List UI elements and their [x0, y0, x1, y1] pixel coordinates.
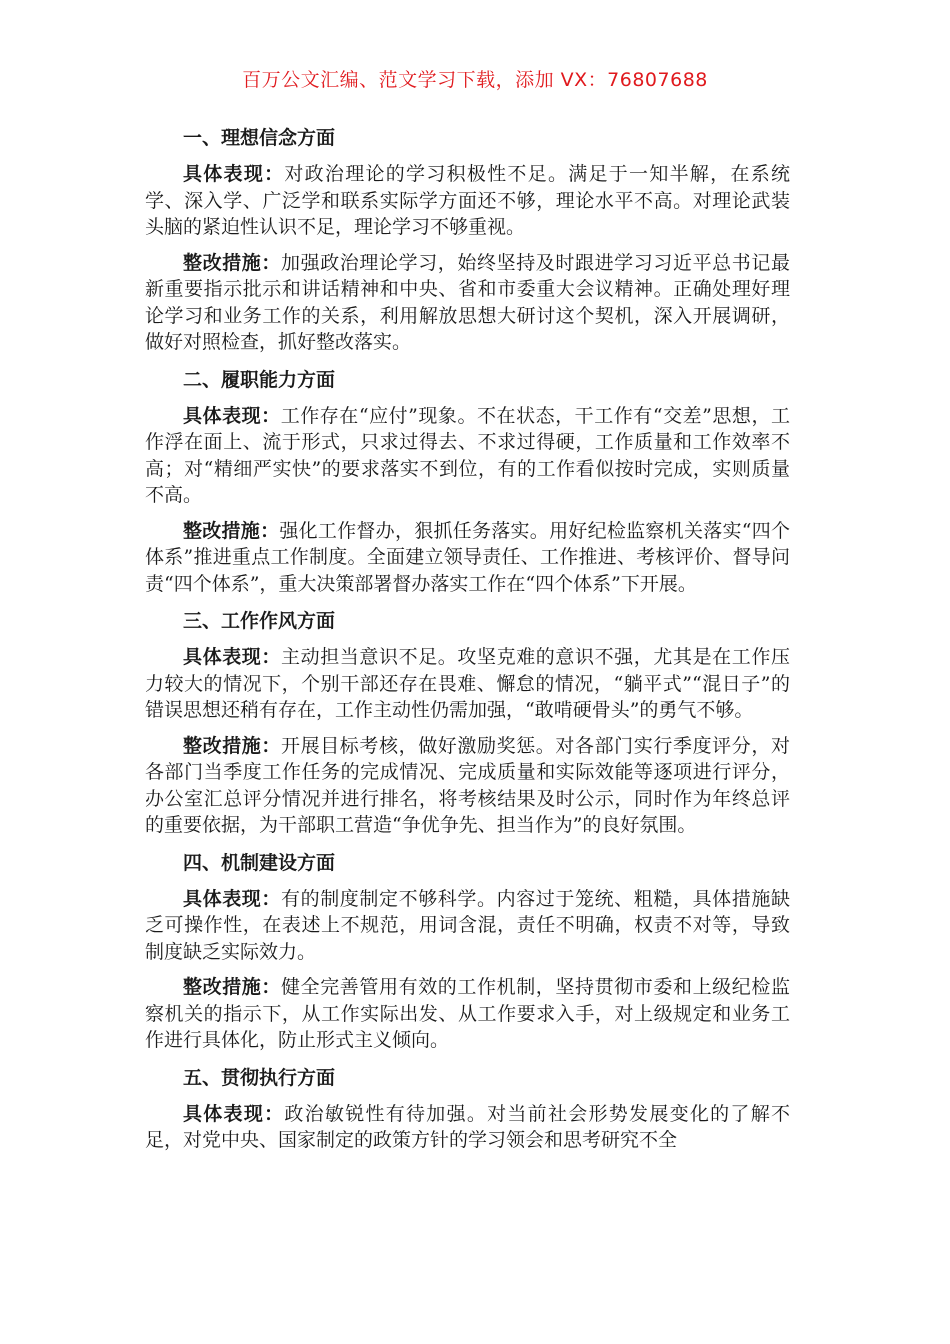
measure-label: 整改措施： — [183, 734, 281, 757]
measure-paragraph — [145, 733, 790, 839]
document-body — [145, 123, 790, 1163]
performance-label: 具体表现： — [183, 163, 285, 185]
section-heading: 一、理想信念方面 — [183, 127, 336, 149]
measure-paragraph — [145, 518, 790, 598]
performance-label: 具体表现： — [183, 404, 281, 427]
performance-label: 具体表现： — [183, 887, 281, 910]
section-heading: 二、履职能力方面 — [183, 368, 336, 391]
measure-text: 健全完善管用有效的工作机制，坚持贯彻市委和上级纪检监察机关的指示下，从工作实际出发、从工作要求入手，对上级规定和业务工作进行具体化，防止形式主义倾向。 — [145, 976, 790, 1051]
performance-paragraph — [145, 1101, 790, 1154]
measure-text: 开展目标考核，做好激励奖惩。对各部门实行季度评分，对各部门当季度工作任务的完成情况、完成质量和实际效能等逐项进行评分，办公室汇总评分情况并进行排名，将考核结果及时公示，同时作为年终总评的重要依据，为干部职工营造“争优争先、担当作为”的良好氛围。 — [145, 734, 790, 836]
performance-label: 具体表现： — [183, 1102, 285, 1125]
watermark-banner: 百万公文汇编、范文学习下载，添加 VX：76807688 — [242, 69, 708, 91]
section-heading: 三、工作作风方面 — [183, 610, 336, 632]
section-heading: 四、机制建设方面 — [183, 851, 336, 874]
measure-label: 整改措施： — [183, 519, 280, 542]
measure-label: 整改措施： — [183, 251, 281, 274]
measure-text: 加强政治理论学习，始终坚持及时跟进学习习近平总书记最新重要指示批示和讲话精神和中央、省和市委重大会议精神。正确处理好理论学习和业务工作的关系，利用解放思想大研讨这个契机，深入开展调研，做好对照检查，抓好整改落实。 — [145, 251, 790, 353]
performance-paragraph — [145, 886, 790, 966]
performance-paragraph — [145, 403, 790, 509]
performance-text: 对政治理论的学习积极性不足。满足于一知半解，在系统学、深入学、广泛学和联系实际学方面还不够，理论水平不高。对理论武装头脑的紧迫性认识不足，理论学习不够重视。 — [145, 163, 790, 238]
measure-paragraph — [145, 250, 790, 356]
section-heading: 五、贯彻执行方面 — [183, 1066, 336, 1089]
performance-text: 政治敏锐性有待加强。对当前社会形势发展变化的了解不足，对党中央、国家制定的政策方针的学习领会和思考研究不全 — [145, 1102, 790, 1151]
measure-paragraph — [145, 974, 790, 1054]
performance-paragraph — [145, 161, 790, 241]
performance-text: 工作存在“应付”现象。不在状态，干工作有“交差”思想，工作浮在面上、流于形式，只求过得去、不求过得硬，工作质量和工作效率不高；对“精细严实快”的要求落实不到位，有的工作看似按时完成，实则质量不高。 — [145, 404, 790, 506]
performance-text: 有的制度制定不够科学。内容过于笼统、粗糙，具体措施缺乏可操作性，在表述上不规范，用词含混，责任不明确，权责不对等，导致制度缺乏实际效力。 — [145, 887, 790, 963]
performance-paragraph — [145, 644, 790, 724]
measure-label: 整改措施： — [183, 976, 281, 998]
measure-text: 强化工作督办，狠抓任务落实。用好纪检监察机关落实“四个体系”推进重点工作制度。全面建立领导责任、工作推进、考核评价、督导问责“四个体系”，重大决策部署督办落实工作在“四个体系”下开展。 — [145, 519, 790, 595]
performance-text: 主动担当意识不足。攻坚克难的意识不强，尤其是在工作压力较大的情况下，个别干部还存在畏难、懈怠的情况，“躺平式”“混日子”的错误思想还稍有存在，工作主动性仍需加强，“敢啃硬骨头”的勇气不够。 — [145, 646, 790, 721]
performance-label: 具体表现： — [183, 646, 281, 668]
